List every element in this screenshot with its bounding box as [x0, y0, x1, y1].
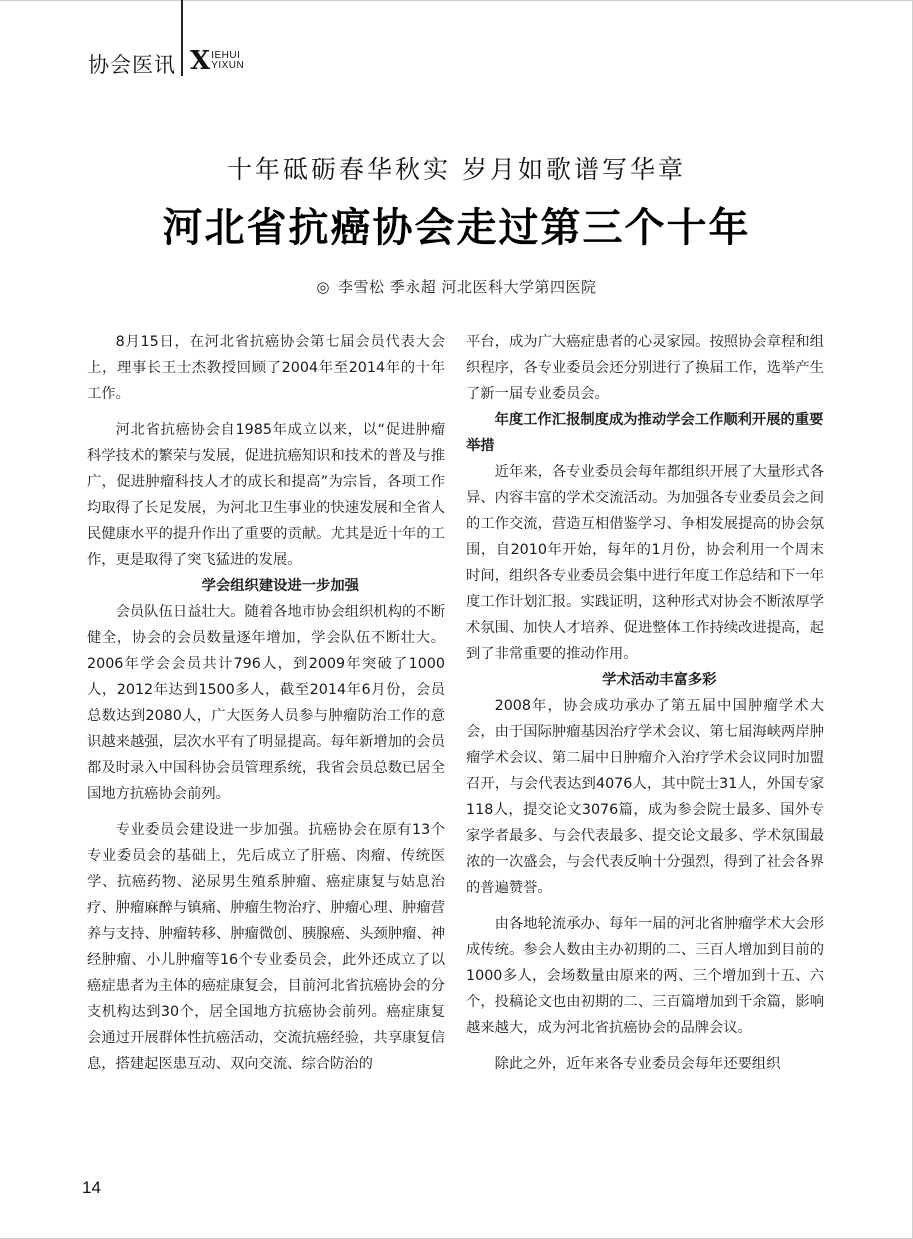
- paragraph-gap: [466, 901, 824, 911]
- paragraph-gap: [87, 807, 445, 817]
- byline-bullet-icon: ◎: [316, 278, 331, 296]
- paragraph: 会员队伍日益壮大。随着各地市协会组织机构的不断健全，协会的会员数量逐年增加，学会队伍不断壮大。2006年学会会员共计796人，到2009年突破了1000人，2012年达到1500多人，截至2014年6月份，会员总数达到2080人，广大医务人员参与肿瘤防治工作的意识越来越强，层次水平有了明显提高。每年新增加的会员都及时录入中国科协会员管理系统，我省会员总数已居全国地方抗癌协会前列。: [87, 604, 445, 802]
- article-byline: [0, 276, 913, 297]
- byline-authors: 李雪松 季永超 河北医科大学第四医院: [338, 278, 597, 296]
- section-heading: 学术活动丰富多彩: [602, 672, 717, 688]
- logo-word-top: IEHUI: [211, 50, 241, 61]
- paragraph: 由各地轮流承办、每年一届的河北省肿瘤学术大会形成传统。参会人数由主办初期的二、三百人增加到目前的1000多人，会场数量由原来的两、三个增加到十五、六个，投稿论文也由初期的二、三百篇增加到千余篇，影响越来越大，成为河北省抗癌协会的品牌会议。: [466, 916, 824, 1036]
- paragraph-gap: [466, 1041, 824, 1051]
- section-title: 协会医讯: [88, 53, 176, 77]
- page-number: 14: [82, 1178, 101, 1197]
- logo-letter: X: [190, 46, 211, 76]
- section-logo: [190, 46, 245, 76]
- section-heading: 学会组织建设进一步加强: [201, 578, 359, 594]
- right-column: [466, 329, 824, 1077]
- paragraph-gap: [87, 407, 445, 417]
- section-heading: 年度工作汇报制度成为推动学会工作顺利开展的重要举措: [466, 412, 824, 454]
- article-title: 河北省抗癌协会走过第三个十年: [162, 204, 751, 251]
- header-divider: [181, 0, 183, 76]
- left-column: [87, 329, 445, 1077]
- logo-words: [211, 51, 244, 71]
- article-subtitle: 十年砥砺春华秋实 岁月如歌谱写华章: [227, 155, 686, 184]
- page-border-top: [0, 0, 913, 1]
- paragraph: 平台，成为广大癌症患者的心灵家园。按照协会章程和组织程序，各专业委员会还分别进行了换届工作，选举产生了新一届专业委员会。: [466, 334, 824, 402]
- paragraph: 8月15日，在河北省抗癌协会第七届会员代表大会上，理事长王士杰教授回顾了2004年至2014年的十年工作。: [87, 334, 445, 402]
- paragraph: 除此之外，近年来各专业委员会每年还要组织: [494, 1056, 781, 1072]
- logo-word-bottom: YIXUN: [211, 60, 245, 71]
- paragraph: 河北省抗癌协会自1985年成立以来，以“促进肿瘤科学技术的繁荣与发展，促进抗癌知识和技术的普及与推广，促进肿瘤科技人才的成长和提高”为宗旨，各项工作均取得了长足发展，为河北卫生事业的快速发展和全省人民健康水平的提升作出了重要的贡献。尤其是近十年的工作，更是取得了突飞猛进的发展。: [87, 422, 445, 568]
- paragraph: 近年来，各专业委员会每年都组织开展了大量形式各异、内容丰富的学术交流活动。为加强各专业委员会之间的工作交流，营造互相借鉴学习、争相发展提高的协会氛围，自2010年开始，每年的1月份，协会利用一个周末时间，组织各专业委员会集中进行年度工作总结和下一年度工作计划汇报。实践证明，这种形式对协会不断浓厚学术氛围、加快人才培养、促进整体工作持续改进提高，起到了非常重要的推动作用。: [466, 464, 824, 662]
- paragraph: 2008年，协会成功承办了第五届中国肿瘤学术大会，由于国际肿瘤基因治疗学术会议、第七届海峡两岸肿瘤学术会议、第二届中日肿瘤介入治疗学术会议同时加盟召开，与会代表达到4076人，其中院士31人，外国专家118人，提交论文3076篇，成为参会院士最多、国外专家学者最多、与会代表最多、提交论文最多、学术氛围最浓的一次盛会，与会代表反响十分强烈，得到了社会各界的普遍赞誉。: [466, 698, 824, 896]
- paragraph: 专业委员会建设进一步加强。抗癌协会在原有13个专业委员会的基础上，先后成立了肝癌、肉瘤、传统医学、抗癌药物、泌尿男生殖系肿瘤、癌症康复与姑息治疗、肿瘤麻醉与镇痛、肿瘤生物治疗、肿瘤心理、肿瘤营养与支持、肿瘤转移、肿瘤微创、胰腺癌、头颈肿瘤、神经肿瘤、小儿肿瘤等16个专业委员会，此外还成立了以癌症患者为主体的癌症康复会，目前河北省抗癌协会的分支机构达到30个，居全国地方抗癌协会前列。癌症康复会通过开展群体性抗癌活动，交流抗癌经验，共享康复信息，搭建起医患互动、双向交流、综合防治的: [87, 822, 445, 1072]
